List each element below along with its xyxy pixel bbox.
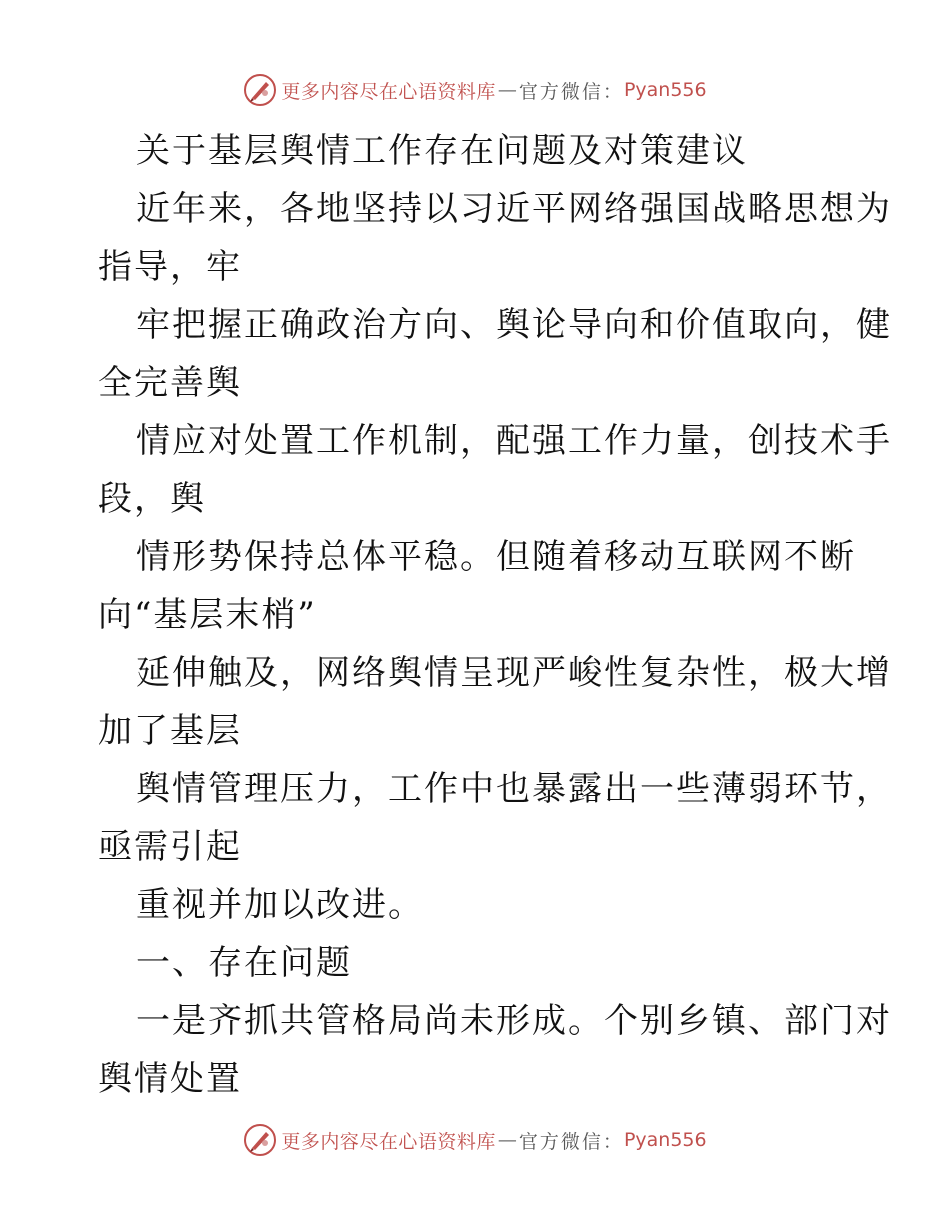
watermark-text: 更多内容尽在心语资料库 bbox=[281, 1130, 496, 1153]
footer-watermark bbox=[0, 1120, 950, 1160]
text-line: 段，舆 bbox=[98, 479, 206, 519]
text-line: 一是齐抓共管格局尚未形成。个别乡镇、部门对 bbox=[136, 1001, 892, 1041]
text-line: 指导，牢 bbox=[98, 247, 242, 287]
quill-pen-logo-icon bbox=[243, 73, 277, 107]
document-body bbox=[98, 122, 892, 1108]
text-line: 情应对处置工作机制，配强工作力量，创技术手 bbox=[136, 421, 892, 461]
watermark-official-label: 官方微信： bbox=[518, 1130, 624, 1153]
text-line: 一、存在问题 bbox=[136, 943, 352, 983]
text-line: 重视并加以改进。 bbox=[136, 885, 424, 925]
text-line: 全完善舆 bbox=[98, 363, 242, 403]
text-line: 加了基层 bbox=[98, 711, 242, 751]
document-title: 关于基层舆情工作存在问题及对策建议 bbox=[136, 131, 748, 171]
text-line: 向“基层末梢” bbox=[98, 595, 317, 635]
watermark-wechat-id: Pyan556 bbox=[623, 79, 707, 101]
text-line: 亟需引起 bbox=[98, 827, 242, 867]
watermark-text: 更多内容尽在心语资料库 bbox=[281, 80, 496, 103]
text-line: 近年来，各地坚持以习近平网络强国战略思想为 bbox=[136, 189, 892, 229]
text-line: 舆情处置 bbox=[98, 1059, 242, 1099]
text-line: 牢把握正确政治方向、舆论导向和价值取向，健 bbox=[136, 305, 892, 345]
text-line: 舆情管理压力，工作中也暴露出一些薄弱环节， bbox=[136, 769, 892, 809]
watermark-separator: — bbox=[497, 1129, 517, 1151]
watermark-wechat-id: Pyan556 bbox=[623, 1129, 707, 1151]
text-line: 情形势保持总体平稳。但随着移动互联网不断 bbox=[136, 537, 856, 577]
watermark-separator: — bbox=[497, 79, 517, 101]
header-watermark bbox=[0, 70, 950, 110]
watermark-official-label: 官方微信： bbox=[518, 80, 624, 103]
text-line: 延伸触及，网络舆情呈现严峻性复杂性，极大增 bbox=[136, 653, 892, 693]
quill-pen-logo-icon bbox=[243, 1123, 277, 1157]
